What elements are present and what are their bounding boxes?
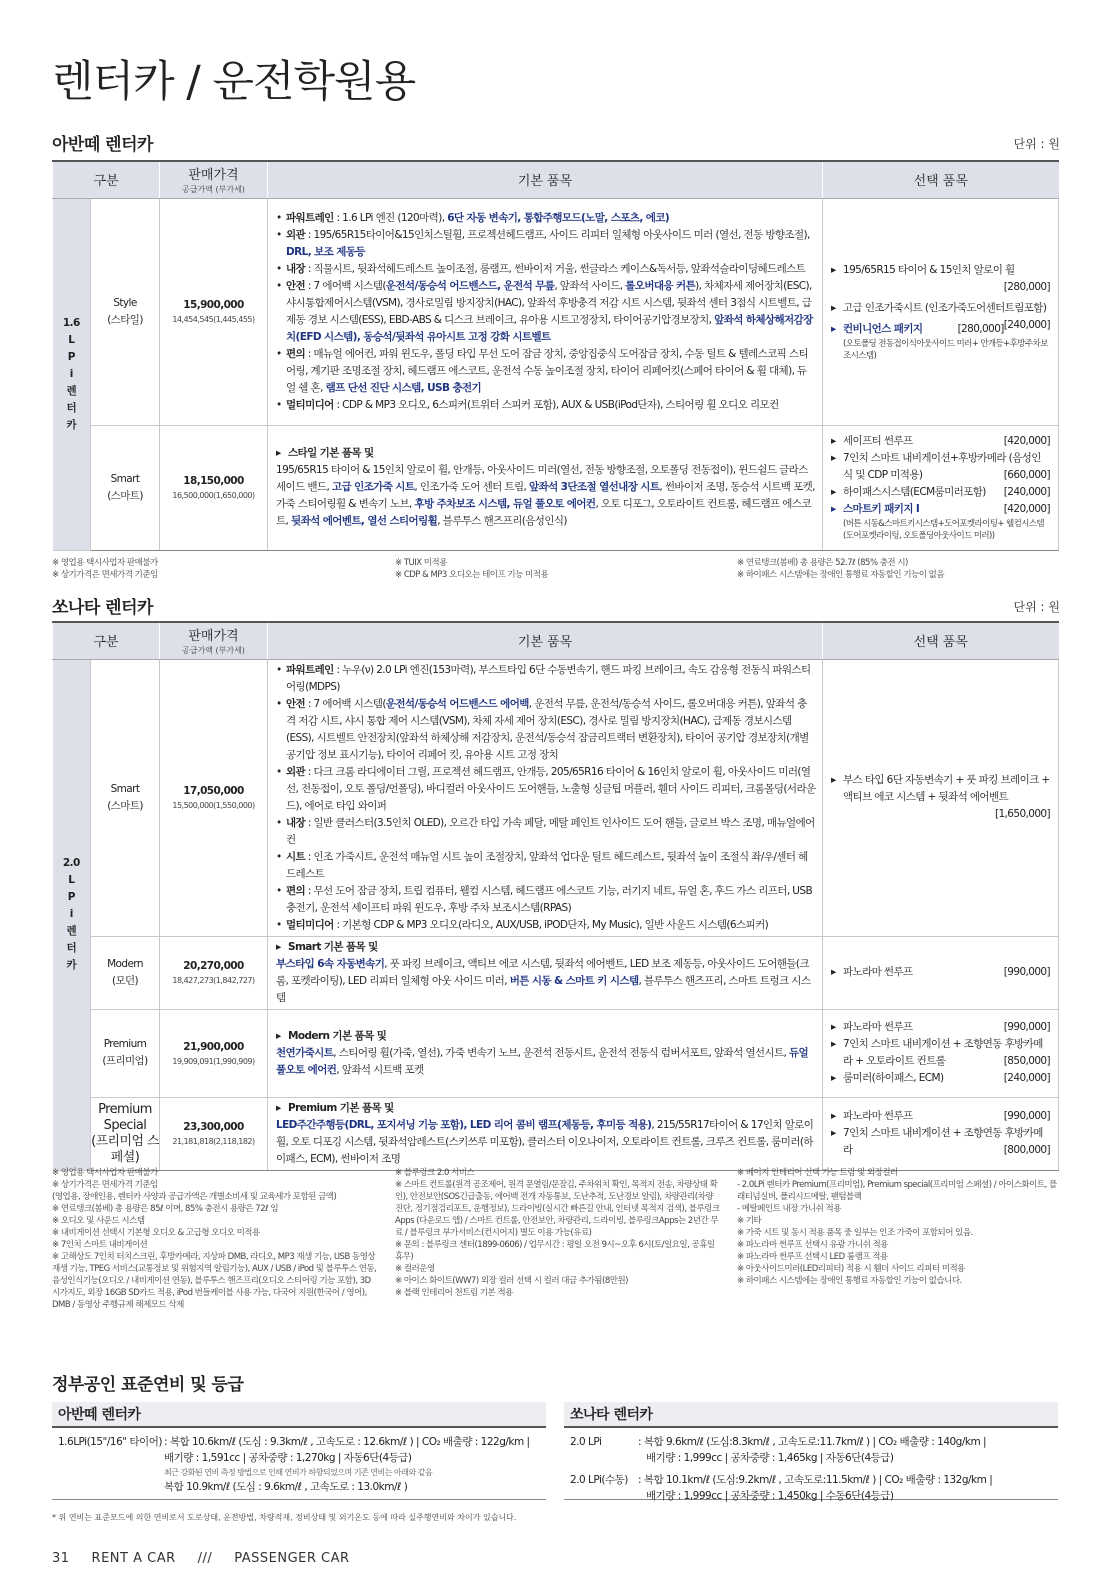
list-item: • 파워트레인 : 누우(ν) 2.0 LPi 엔진(153마력), 부스트타입 6단 수동변속기, 핸드 파킹 브레이크, 속도 감응형 전동식 파워스티어링(MDPS) <box>276 662 816 696</box>
list-item: • 편의 : 매뉴얼 에어컨, 파워 윈도우, 폴딩 타입 무선 도어 잠금 장치, 중앙집중식 도어잠금 장치, 수동 틸트 & 텔레스코픽 스티어링, 계기판 조명조절 장치, 헤드램프 에스코트, 운전석 수동 높이조절 장치, 타이어 리페어킷(스페어 타이어 & 휠 대체), 듀얼 쉘 혼, 램프 단선 진단 시스템, USB 충전기 <box>276 346 816 397</box>
option-item: ▸ 7인치 스마트 내비게이션 + 조향연동 후방카메라 [800,000] <box>831 1125 1050 1159</box>
sonata-modern-options <box>823 936 1059 1009</box>
list-item: • 안전 : 7 에어백 시스템(운전석/동승석 어드밴스드, 운전석 무릎, 앞좌석 사이드, 롤오버대응 커튼), 차체자세 제어장치(ESC), 샤시통합제어시스템(VSM), 경사로밀림 방지장치(HAC), 앞좌석 후방충격 저감 시트 시스템, 뒷좌석 센터 3점식 시트벨트, 급제동 경보 시스템(ESS), EBD-ABS & 디스크 브레이크, 유아용 시트고정장치, 타이어공기압경보장치, 앞좌석 하체상해저감장치(EFD 시스템), 동승석/뒷좌석 유아시트 고정 강화 시트벨트 <box>276 278 816 346</box>
page-number: 31 <box>52 1551 70 1566</box>
avante-spec-table <box>52 160 1059 551</box>
list-item: • 외관 : 다크 크롬 라디에이터 그릴, 프로젝션 헤드램프, 안개등, 205/65R16 타이어 & 16인치 알로이 휠, 아웃사이드 미러(열선, 전동접이, 오토 폴딩/언폴딩), 바디컬러 아웃사이드 도어핸들, 노출형 싱글팁 머플러, 휀더 사이드 리피터, 크롬몰딩(서라운드), 에어로 타입 와이퍼 <box>276 764 816 815</box>
list-item: • 안전 : 7 에어백 시스템(운전석/동승석 어드밴스드 에어백, 운전석 무릎, 운전석/동승석 사이드, 롤오버대응 커튼), 앞좌석 충격 저감 시트, 샤시 통합 제어 시스템(VSM), 차체 자세 제어 장치(ESC), 경사로 밀림 방지장치(HAC), 급제동 경보시스템(ESS), 시트벨트 안전장치(앞좌석 하체상해 저감장치, 운전석/동승석 잠금리트랙터 변환장치), 타이어 공기압 경보장치(개별 공기압 정보 표시기능), 타이어 리페어 킷, 유아용 시트 고정 장치 <box>276 696 816 764</box>
sonata-unit: 단위 : 원 <box>1013 600 1060 614</box>
avante-smart-basic: ▸ 스타일 기본 품목 및 195/65R15 타이어 & 15인치 알로이 휠, 안개등, 아웃사이드 미러(열선, 전동 방향조절, 오토폴딩 전동접이), 윈드쉴드 글라스 세이드 밴드, 고급 인조가죽 시트, 인조가죽 도어 센터 트림, 앞좌석 3단조절 열선내장 시트, 썬바이저 조명, 동승석 시트백 포켓, 가죽 스티어링휠 & 변속기 노브, 후방 주차보조 시스템, 듀얼 풀오토 에어컨, 오토 디포그, 오토라이트 컨트롤, 헤드램프 에스코트, 뒷좌석 에어벤트, 열선 스티어링휠, 블루투스 핸즈프리(음성인식) <box>268 425 823 550</box>
fuel-avante: 아반떼 렌터카 1.6LPi(15"/16" 타이어) : 복합 10.6km/ℓ (도심 : 9.3km/ℓ , 고속도로 : 12.6km/ℓ ) | CO₂ 배출량 : 122g/km | 배기량 : 1,591cc | 공차중량 : 1,270kg | 자동6단(4등급) 최근 강화된 연비 측정 방법으로 인해 연비가 하향되었으며 기존 연비는 아래와 같음 복합 10.9km/ℓ (도심 : 9.6km/ℓ , 고속도로 : 13.0km/ℓ ) <box>52 1402 546 1500</box>
sonata-modern-trim: Modern (모던) <box>91 936 160 1009</box>
sonata-engine-label: 2.0 L P i 렌 터 카 <box>53 659 91 1170</box>
option-item: ▸ 부스 타입 6단 자동변속기 + 풋 파킹 브레이크 + 액티브 에코 시스템 + 뒷좌석 에어벤트 [1,650,000] <box>831 772 1050 806</box>
header-option: 선택 품목 <box>823 622 1059 659</box>
sonata-premium-special-options <box>823 1097 1059 1170</box>
fuel-footnote: * 위 연비는 표준모드에 의한 연비로서 도로상태, 운전방법, 차량적재, 정비상태 및 외기온도 등에 따라 실주행연비와 차이가 있습니다. <box>52 1513 517 1522</box>
avante-style-options <box>823 198 1059 425</box>
option-item: ▸ 스마트키 패키지 I [420,000] <box>831 501 1050 518</box>
sonata-premium-special-basic: ▸ Premium 기본 품목 및 LED주간주행등(DRL, 포지셔닝 기능 포함), LED 리어 콤비 램프(제동등, 후미등 적용), 215/55R17타이어 & 17인치 알로이 휠, 오토 디포깅 시스템, 뒷좌석암레스트(스키쓰루 미포함), 클러스터 이오나이저, 오토라이트 컨트롤, 크루즈 컨트롤, 룸미러(하이패스, ECM), 썬바이저 조명 <box>268 1097 823 1170</box>
header-category: 구분 <box>53 161 160 198</box>
option-item: ▸ 세이프티 썬루프 [420,000] <box>831 433 1050 450</box>
header-price: 판매가격 공급가액 (부가세) <box>160 161 268 198</box>
fuel-section-title: 정부공인 표준연비 및 등급 <box>52 1375 244 1395</box>
header-category: 구분 <box>53 622 160 659</box>
header-price: 판매가격 공급가액 (부가세) <box>160 622 268 659</box>
option-item: ▸ 7인치 스마트 내비게이션+후방카메라 (음성인식 및 CDP 미적용) [660,000] <box>831 450 1050 484</box>
option-item: ▸ 하이패스시스템(ECM룸미러포함) [240,000] <box>831 484 1050 501</box>
option-item: ▸ 컨비니언스 패키지 [280,000] <box>831 321 1050 338</box>
sonata-premium-options <box>823 1009 1059 1097</box>
option-item: ▸ 7인치 스마트 내비게이션 + 조향연동 후방카메라 + 오토라이트 컨트롤 [850,000] <box>831 1036 1050 1070</box>
sonata-smart-price: 17,050,000 15,500,000(1,550,000) <box>160 659 268 936</box>
list-item: • 내장 : 일반 클러스터(3.5인치 OLED), 오르간 타입 가속 페달, 메탈 페인트 인사이드 도어 핸들, 글로브 박스 조명, 매뉴얼에어컨 <box>276 815 816 849</box>
list-item: • 내장 : 직물시트, 뒷좌석헤드레스트 높이조절, 룸램프, 썬바이저 거울, 썬글라스 케이스&독서등, 앞좌석슬라이딩헤드레스트 <box>276 261 816 278</box>
option-item: ▸ 파노라마 썬루프 [990,000] <box>831 1108 1050 1125</box>
option-sub: (오토폴딩 전동접이식아웃사이드 미러+ 안개등+후방주차보조시스템) <box>843 338 1048 361</box>
sonata-premium-trim: Premium (프리미엄) <box>91 1009 160 1097</box>
avante-smart-trim: Smart (스마트) <box>91 425 160 550</box>
option-item: ▸ 195/65R15 타이어 & 15인치 알로이 휠 [280,000] <box>831 262 1050 296</box>
avante-style-trim: Style (스타일) <box>91 198 160 425</box>
header-basic: 기본 품목 <box>268 161 823 198</box>
avante-style-price: 15,900,000 14,454,545(1,445,455) <box>160 198 268 425</box>
avante-engine-label: 1.6 L P i 렌 터 카 <box>53 198 91 550</box>
page-title: 렌터카 / 운전학원용 <box>52 57 416 107</box>
sonata-smart-trim: Smart (스마트) <box>91 659 160 936</box>
sonata-modern-basic: ▸ Smart 기본 품목 및 부스타입 6속 자동변속기, 풋 파킹 브레이크, 액티브 에코 시스템, 뒷좌석 에어벤트, LED 보조 제동등, 아웃사이드 도어핸들(크롬, 포켓라이팅), LED 리피터 일체형 아웃 사이드 미러, 버튼 시동 & 스마트 키 시스템, 블루투스 핸즈프리, 스마트 트렁크 시스템 <box>268 936 823 1009</box>
sonata-premium-price: 21,900,000 19,909,091(1,990,909) <box>160 1009 268 1097</box>
sonata-spec-table <box>52 621 1059 1171</box>
page-footer: 31 RENT A CAR /// PASSENGER CAR <box>52 1551 350 1566</box>
sonata-premium-special-price: 23,300,000 21,181,818(2,118,182) <box>160 1097 268 1170</box>
header-option: 선택 품목 <box>823 161 1059 198</box>
list-item: • 편의 : 무선 도어 잠금 장치, 트립 컴퓨터, 웰컴 시스템, 헤드램프 에스코트 기능, 러기지 네트, 듀얼 혼, 후드 가스 리프터, USB 충전기, 운전석 세이프티 파워 윈도우, 후방 주차 보조시스템(RPAS) <box>276 883 816 917</box>
avante-smart-options <box>823 425 1059 550</box>
sonata-smart-options <box>823 659 1059 936</box>
sonata-section-title: 쏘나타 렌터카 <box>52 598 153 618</box>
sonata-smart-basic <box>268 659 823 936</box>
avante-style-basic <box>268 198 823 425</box>
list-item: • 시트 : 인조 가죽시트, 운전석 매뉴얼 시트 높이 조절장치, 앞좌석 업다운 틸트 헤드레스트, 뒷좌석 높이 조절식 좌/우/센터 헤드레스트 <box>276 849 816 883</box>
sonata-premium-special-trim: Premium Special (프리미엄 스페셜) <box>91 1097 160 1170</box>
option-item: ▸ 파노라마 썬루프 [990,000] <box>831 1019 1050 1036</box>
avante-unit: 단위 : 원 <box>1013 137 1060 151</box>
avante-section-title: 아반떼 렌터카 <box>52 135 153 155</box>
sonata-modern-price: 20,270,000 18,427,273(1,842,727) <box>160 936 268 1009</box>
option-item: ▸ 고급 인조가죽시트 (인조가죽도어센터트림포함) [240,000] <box>831 300 1050 317</box>
list-item: • 외관 : 195/65R15타이어&15인치스틸휠, 프로젝션헤드램프, 사이드 리피터 일체형 아웃사이드 미러 (열선, 전동 방향조절), DRL, 보조 제동등 <box>276 227 816 261</box>
fuel-sonata: 쏘나타 렌터카 2.0 LPi : 복합 9.6km/ℓ (도심:8.3km/ℓ , 고속도로:11.7km/ℓ ) | CO₂ 배출량 : 140g/km | 배기량 : 1,999cc | 공차중량 : 1,465kg | 자동6단(4등급) 2.0 LPi(수동) : 복합 10.1km/ℓ (도심:9.2km/ℓ , 고속도로:11.5km/ℓ ) | CO₂ 배출량 : 132g/km | 배기량 : 1,999cc | 공차중량 : 1,450kg | 수동6단(4등급) <box>564 1402 1058 1500</box>
option-sub: (버튼 시동&스마트키시스템+도어포켓라이팅+ 웰컴시스템(도어포켓라이팅, 오토폴딩아웃사이드 미러)) <box>843 519 1045 541</box>
option-item: ▸ 파노라마 썬루프 [990,000] <box>831 964 1050 981</box>
header-basic: 기본 품목 <box>268 622 823 659</box>
avante-smart-price: 18,150,000 16,500,000(1,650,000) <box>160 425 268 550</box>
option-item: ▸ 룸미러(하이패스, ECM) [240,000] <box>831 1070 1050 1087</box>
list-item: • 멀티미디어 : 기본형 CDP & MP3 오디오(라디오, AUX/USB, iPOD단자, My Music), 일반 사운드 시스템(6스피커) <box>276 917 816 934</box>
list-item: • 파워트레인 : 1.6 LPi 엔진 (120마력), 6단 자동 변속기, 통합주행모드(노말, 스포츠, 에코) <box>276 210 816 227</box>
sonata-premium-basic: ▸ Modern 기본 품목 및 천연가죽시트, 스티어링 휠(가죽, 열선), 가죽 변속기 노브, 운전석 전동시트, 운전석 전동식 럼버서포트, 앞좌석 열선시트, 듀얼 풀오토 에어컨, 앞좌석 시트백 포켓 <box>268 1009 823 1097</box>
list-item: • 멀티미디어 : CDP & MP3 오디오, 6스피커(트위터 스피커 포함), AUX & USB(iPod단자), 스티어링 휠 오디오 리모컨 <box>276 397 816 414</box>
